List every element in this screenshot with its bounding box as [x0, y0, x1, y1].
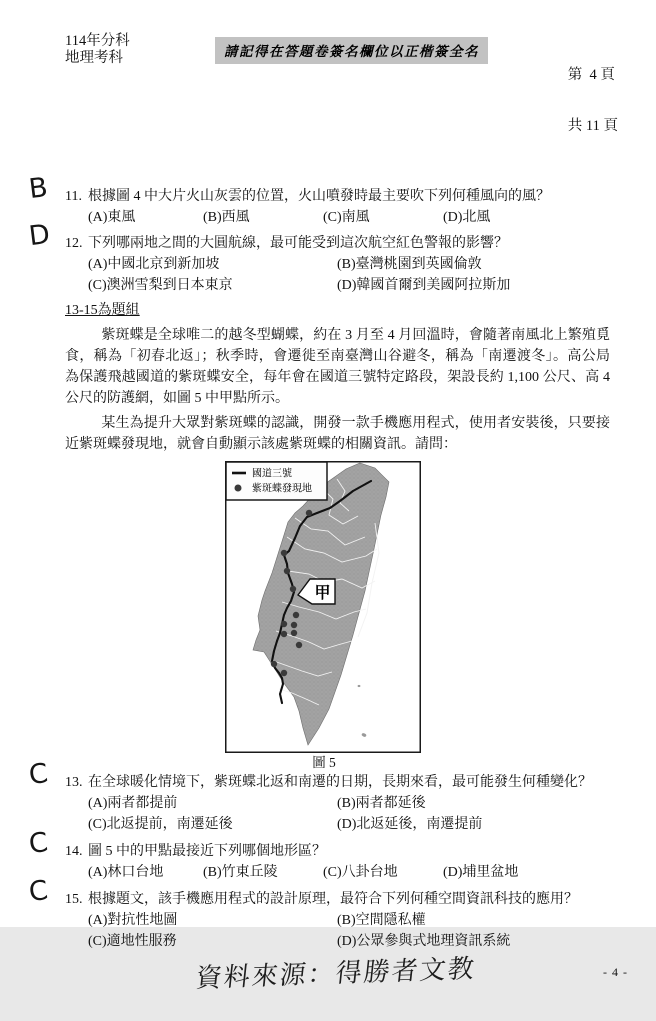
group-paragraph-1: 紫斑蝶是全球唯二的越冬型蝴蝶，約在 3 月至 4 月回溫時，會隨著南風北上繁殖覓食，稱為「初春北返」；秋季時，會遷徙至南臺灣山谷避冬，稱為「南遷渡冬」。高公局為保護飛越國道的紫斑蝶安全，每年會在國道三號特定路段，架設長約 1,100 公尺、高 4 公尺的防護網，如圖 5 中甲點所示。 — [65, 328, 610, 406]
option-12-d: (D)韓國首爾到美國阿拉斯加 — [337, 278, 511, 293]
question-14 — [27, 826, 610, 882]
option-12-b: (B)臺灣桃園到英國倫敦 — [337, 257, 482, 272]
question-15-stem — [65, 890, 610, 909]
page-number: - 4 - — [603, 965, 628, 979]
marker-jia-label: 甲 — [314, 585, 331, 602]
question-12 — [27, 218, 610, 295]
question-11-text: 根據圖 4 中大片火山灰雲的位置，火山噴發時最主要吹下列何種風向的風？ — [88, 189, 550, 204]
page-footer — [0, 951, 656, 1021]
group-paragraph-2: 某生為提升大眾對紫斑蝶的認識，開發一款手機應用程式，使用者安裝後，只要接近紫斑蝶發現地，就會自動顯示該處紫斑蝶的相關資訊。請問： — [65, 416, 610, 452]
exam-subject: 地理考科 — [65, 50, 123, 66]
option-13-d: (D)北返延後，南遷提前 — [337, 817, 483, 832]
question-group-title: 13-15為題組 — [65, 303, 140, 318]
question-11-stem — [65, 187, 610, 206]
question-12-text: 下列哪兩地之間的大圓航線，最可能受到這次航空紅色警報的影響？ — [88, 236, 508, 251]
question-13-options — [88, 794, 610, 834]
signature-notice: 請記得在答題卷簽名欄位以正楷簽全名 — [215, 37, 488, 64]
option-11-c: (C)南風 — [323, 210, 370, 225]
question-11-options — [88, 208, 610, 227]
figure-5-map — [225, 461, 423, 771]
green-island — [358, 685, 361, 687]
legend-highway-label: 國道三號 — [252, 468, 292, 480]
option-14-c: (C)八卦台地 — [323, 865, 398, 880]
exam-body — [0, 169, 656, 951]
page-header — [0, 0, 656, 169]
option-12-a: (A)中國北京到新加坡 — [88, 257, 220, 272]
question-15-text: 根據題文，該手機應用程式的設計原理，最符合下列何種空間資訊科技的應用？ — [88, 892, 578, 907]
question-14-text: 圖 5 中的甲點最接近下列哪個地形區？ — [88, 844, 326, 859]
option-13-a: (A)兩者都提前 — [88, 796, 178, 811]
option-12-c: (C)澳洲雪梨到日本東京 — [88, 278, 233, 293]
question-14-stem — [65, 842, 610, 861]
handwritten-source-note: 資料來源：得勝者文教 — [194, 954, 478, 994]
question-15 — [27, 874, 610, 951]
option-15-b: (B)空間隱私權 — [337, 913, 426, 928]
map-legend — [226, 462, 327, 500]
orchid-island — [361, 733, 367, 738]
question-11-number: 11. — [65, 189, 82, 204]
question-12-number: 12. — [65, 236, 83, 251]
question-14-options — [88, 863, 610, 882]
question-15-number: 15. — [65, 892, 83, 907]
handwritten-answer-15: C — [27, 874, 50, 909]
figure-5-caption: 圖 5 — [312, 755, 336, 770]
exam-year: 114年分科 — [65, 33, 130, 49]
question-11 — [27, 171, 610, 227]
question-13-number: 13. — [65, 775, 83, 790]
question-13-text: 在全球暖化情境下，紫斑蝶北返和南遷的日期，長期來看，最可能發生何種變化？ — [88, 775, 592, 790]
handwritten-answer-11: B — [27, 171, 50, 206]
option-15-c: (C)適地性服務 — [88, 934, 177, 949]
option-11-d: (D)北風 — [443, 210, 491, 225]
legend-site-label: 紫斑蝶發現地 — [252, 483, 312, 495]
option-11-b: (B)西風 — [203, 210, 250, 225]
question-13-stem — [65, 773, 610, 792]
question-12-options — [88, 255, 610, 295]
option-11-a: (A)東風 — [88, 210, 136, 225]
handwritten-answer-14: C — [27, 826, 50, 861]
option-13-b: (B)兩者都延後 — [337, 796, 426, 811]
question-14-number: 14. — [65, 844, 83, 859]
exam-title-block — [65, 33, 215, 67]
option-14-b: (B)竹東丘陵 — [203, 865, 278, 880]
current-page-label: 第 4 頁 — [567, 67, 615, 83]
legend-site-symbol — [235, 485, 242, 492]
option-13-c: (C)北返提前，南遷延後 — [88, 817, 233, 832]
option-14-a: (A)林口台地 — [88, 865, 164, 880]
page-count-block — [568, 33, 618, 169]
option-15-d: (D)公眾參與式地理資訊系統 — [337, 934, 511, 949]
option-14-d: (D)埔里盆地 — [443, 865, 519, 880]
handwritten-answer-13: C — [27, 757, 50, 792]
handwritten-answer-12: D — [27, 218, 52, 253]
taiwan-map — [225, 461, 421, 753]
question-15-options — [88, 911, 610, 951]
total-pages-label: 共 11 頁 — [567, 118, 618, 134]
option-15-a: (A)對抗性地圖 — [88, 913, 178, 928]
question-12-stem — [65, 234, 610, 253]
